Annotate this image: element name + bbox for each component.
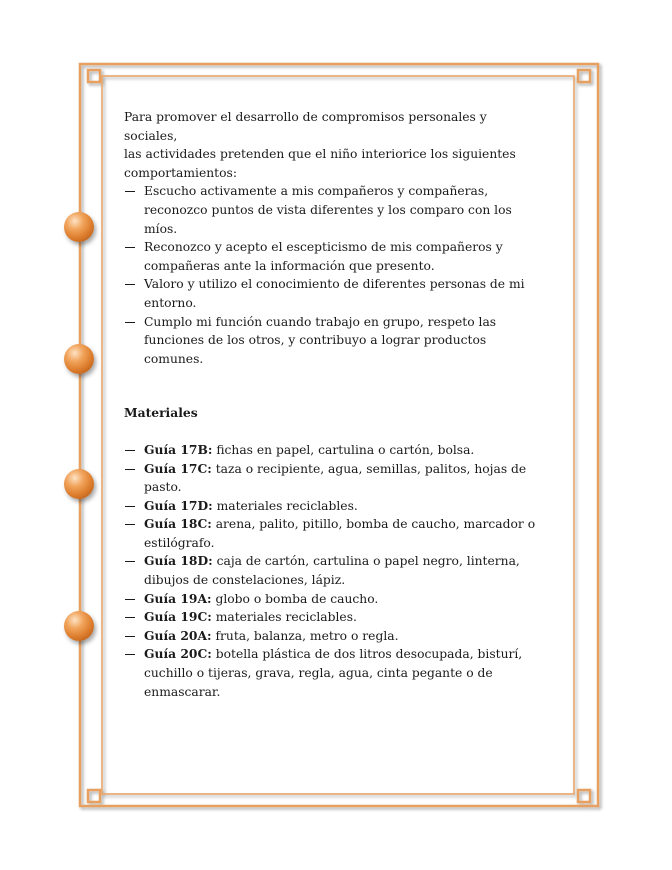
material-guide-label: Guía 20A:	[144, 627, 212, 643]
material-text: materiales reciclables.	[212, 498, 358, 513]
binder-ring-2	[64, 344, 94, 374]
intro-line: Para promover el desarrollo de compromisos personales y sociales,	[124, 110, 487, 143]
materials-heading: Materiales	[124, 405, 198, 421]
behavior-item: Reconozco y acepto el escepticismo de mis compañeros y compañeras ante la información que presento.	[124, 238, 542, 275]
material-text: botella plástica de dos litros desocupada, bisturí, cuchillo o tijeras, grava, regla, agua, cinta pegante o de enmascarar.	[144, 647, 523, 699]
binder-ring-1	[64, 212, 94, 242]
material-item	[124, 515, 542, 552]
material-text: fruta, balanza, metro o regla.	[211, 628, 399, 643]
page-content	[124, 108, 542, 701]
material-guide-label: Guía 19A:	[144, 590, 212, 606]
material-text: caja de cartón, cartulina o papel negro, linterna, dibujos de constelaciones, lápiz.	[144, 554, 520, 588]
materials-list	[124, 441, 542, 701]
material-text: globo o bomba de caucho.	[211, 591, 379, 606]
material-text: fichas en papel, cartulina o cartón, bolsa.	[212, 442, 475, 457]
behavior-item: Valoro y utilizo el conocimiento de diferentes personas de mi entorno.	[124, 275, 542, 312]
material-item	[124, 552, 542, 589]
material-guide-label: Guía 18C:	[144, 516, 212, 532]
material-guide-label: Guía 17C:	[144, 460, 212, 476]
behaviors-list	[124, 182, 542, 368]
material-item	[124, 460, 542, 497]
material-guide-label: Guía 18D:	[144, 553, 213, 569]
material-item	[124, 590, 542, 609]
behavior-item: Escucho activamente a mis compañeros y compañeras, reconozco puntos de vista diferentes y los comparo con los míos.	[124, 182, 542, 238]
intro-line: las actividades pretenden que el niño interiorice los siguientes	[124, 147, 516, 162]
material-item	[124, 441, 542, 460]
binder-ring-3	[64, 469, 94, 499]
material-item	[124, 645, 542, 701]
material-text: materiales reciclables.	[211, 610, 357, 625]
material-item	[124, 627, 542, 646]
material-guide-label: Guía 17B:	[144, 441, 213, 457]
material-guide-label: Guía 17D:	[144, 497, 213, 513]
binder-ring-4	[64, 611, 94, 641]
material-text: taza o recipiente, agua, semillas, palitos, hojas de pasto.	[144, 461, 527, 495]
material-text: arena, palito, pitillo, bomba de caucho, marcador o estilógrafo.	[144, 517, 536, 550]
material-item	[124, 497, 542, 516]
intro-line: comportamientos:	[124, 165, 237, 180]
material-guide-label: Guía 20C:	[144, 646, 212, 662]
behavior-item: Cumplo mi función cuando trabajo en grupo, respeto las funciones de los otros, y contribuyo a lograr productos comunes.	[124, 313, 542, 369]
material-guide-label: Guía 19C:	[144, 609, 212, 625]
intro-paragraph	[124, 108, 542, 182]
material-item	[124, 608, 542, 627]
